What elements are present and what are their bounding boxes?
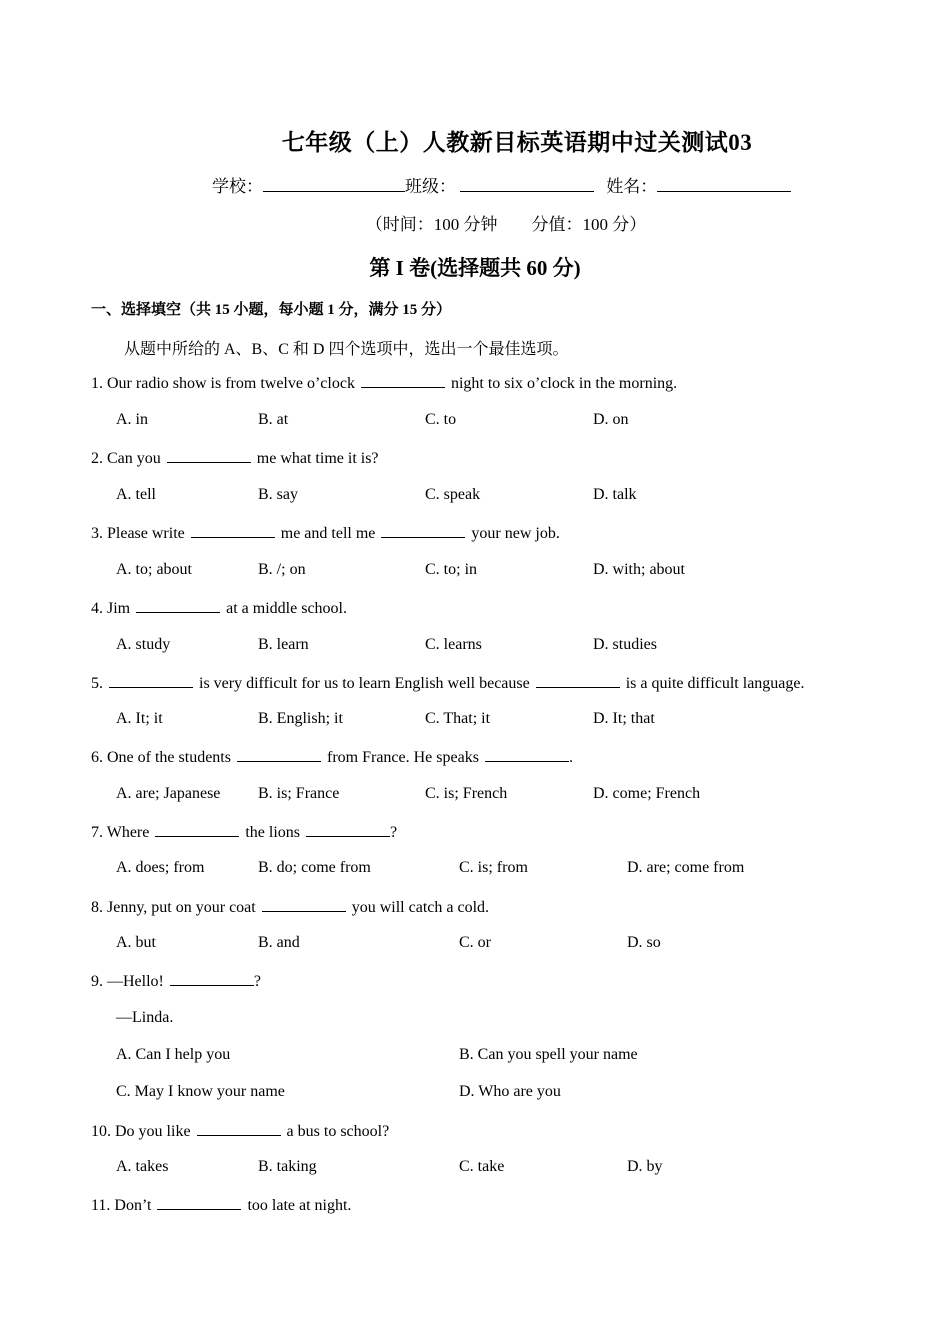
option-d: D. so: [627, 934, 661, 951]
option-c: C. speak: [425, 486, 481, 503]
student-info-line: [212, 172, 791, 197]
option-b: B. Can you spell your name: [459, 1046, 638, 1063]
section-title: 第 I 卷(选择题共 60 分): [369, 256, 581, 280]
question-text: —Hello!: [107, 973, 164, 990]
option-c: C. to: [425, 411, 457, 428]
option-a: A. tell: [116, 486, 156, 503]
question-number: 2.: [91, 450, 103, 467]
question-text: Do you like: [115, 1123, 191, 1140]
option-b: B. is; France: [258, 785, 340, 802]
option-d: D. come; French: [593, 785, 701, 802]
option-d: D. with; about: [593, 561, 685, 578]
option-c: C. or: [459, 934, 491, 951]
question-text: from France. He speaks: [326, 749, 479, 766]
question-text: Where: [106, 824, 150, 841]
name-blank: [657, 175, 791, 192]
option-d: D. It; that: [593, 710, 655, 727]
option-b: B. do; come from: [258, 859, 371, 876]
question-7: [91, 822, 397, 842]
question-text: Jenny, put on your coat: [107, 899, 256, 916]
option-d: D. talk: [593, 486, 637, 503]
question-4: [91, 598, 347, 618]
question-9: [91, 971, 261, 991]
option-c: C. May I know your name: [116, 1083, 285, 1100]
school-label: 学校：: [212, 177, 263, 196]
answer-blank: [485, 747, 569, 762]
question-number: 1.: [91, 375, 103, 392]
question-text: night to six o’clock in the morning.: [450, 375, 678, 392]
option-b: B. taking: [258, 1158, 317, 1175]
option-c: C. is; French: [425, 785, 508, 802]
exam-title: 七年级（上）人教新目标英语期中过关测试03: [281, 130, 753, 155]
option-d: D. Who are you: [459, 1083, 561, 1100]
question-11: [91, 1195, 351, 1215]
question-text: Please write: [107, 525, 185, 542]
option-b: B. learn: [258, 636, 309, 653]
question-number: 11.: [91, 1197, 111, 1214]
answer-blank: [197, 1121, 281, 1136]
instruction-text: 从题中所给的 A、B、C 和 D 四个选项中，选出一个最佳选项。: [124, 341, 569, 358]
question-3: [91, 523, 560, 543]
question-text: too late at night.: [247, 1197, 352, 1214]
class-label: 班级：: [405, 177, 456, 196]
option-b: B. say: [258, 486, 298, 503]
answer-blank: [167, 448, 251, 463]
question-text: you will catch a cold.: [351, 899, 490, 916]
answer-blank: [136, 598, 220, 613]
answer-blank: [361, 373, 445, 388]
answer-blank: [170, 971, 254, 986]
option-a: A. to; about: [116, 561, 192, 578]
question-number: 9.: [91, 973, 103, 990]
question-number: 8.: [91, 899, 103, 916]
answer-blank: [237, 747, 321, 762]
question-text: is very difficult for us to learn English well because: [199, 675, 530, 692]
option-b: B. and: [258, 934, 300, 951]
answer-blank: [155, 822, 239, 837]
dialogue-response: —Linda.: [116, 1009, 174, 1026]
answer-blank: [191, 523, 275, 538]
option-b: B. English; it: [258, 710, 343, 727]
option-d: D. by: [627, 1158, 663, 1175]
option-a: A. takes: [116, 1158, 169, 1175]
option-c: C. is; from: [459, 859, 528, 876]
question-text: Can you: [107, 450, 161, 467]
option-a: A. are; Japanese: [116, 785, 221, 802]
question-text: ?: [253, 973, 261, 990]
option-a: A. but: [116, 934, 156, 951]
question-number: 4.: [91, 600, 103, 617]
option-b: B. /; on: [258, 561, 306, 578]
answer-blank: [381, 523, 465, 538]
option-d: D. studies: [593, 636, 657, 653]
question-6: [91, 747, 573, 767]
question-text: the lions: [245, 824, 301, 841]
question-number: 6.: [91, 749, 103, 766]
question-number: 5.: [91, 675, 103, 692]
option-d: D. are; come from: [627, 859, 745, 876]
option-a: A. does; from: [116, 859, 205, 876]
question-text: at a middle school.: [226, 600, 347, 617]
question-text: me and tell me: [280, 525, 376, 542]
question-text: me what time it is?: [256, 450, 379, 467]
question-text: .: [568, 749, 573, 766]
question-text: ?: [390, 824, 398, 841]
option-d: D. on: [593, 411, 629, 428]
answer-blank: [157, 1195, 241, 1210]
answer-blank: [262, 897, 346, 912]
question-10: [91, 1121, 389, 1141]
class-blank: [460, 175, 594, 192]
question-1: [91, 373, 677, 393]
option-c: C. That; it: [425, 710, 491, 727]
answer-blank: [306, 822, 390, 837]
question-text: is a quite difficult language.: [625, 675, 805, 692]
option-a: A. Can I help you: [116, 1046, 231, 1063]
option-a: A. study: [116, 636, 171, 653]
time-score-info: （时间：100 分钟 分值：100 分）: [365, 215, 647, 234]
question-8: [91, 897, 489, 917]
option-c: C. take: [459, 1158, 505, 1175]
name-label: 姓名：: [606, 177, 658, 196]
question-text: One of the students: [107, 749, 231, 766]
question-text: your new job.: [471, 525, 560, 542]
question-5: [91, 673, 805, 693]
answer-blank: [109, 673, 193, 688]
question-2: [91, 448, 379, 468]
question-number: 10.: [91, 1123, 111, 1140]
option-c: C. to; in: [425, 561, 478, 578]
option-a: A. It; it: [116, 710, 163, 727]
question-text: Jim: [107, 600, 131, 617]
option-b: B. at: [258, 411, 289, 428]
question-text: a bus to school?: [286, 1123, 390, 1140]
answer-blank: [536, 673, 620, 688]
question-number: 7.: [91, 824, 103, 841]
question-text: Our radio show is from twelve o’clock: [107, 375, 355, 392]
question-text: Don’t: [114, 1197, 152, 1214]
question-number: 3.: [91, 525, 103, 542]
option-a: A. in: [116, 411, 148, 428]
school-blank: [263, 175, 405, 192]
part-heading: 一、选择填空（共 15 小题，每小题 1 分，满分 15 分）: [91, 302, 452, 318]
option-c: C. learns: [425, 636, 482, 653]
